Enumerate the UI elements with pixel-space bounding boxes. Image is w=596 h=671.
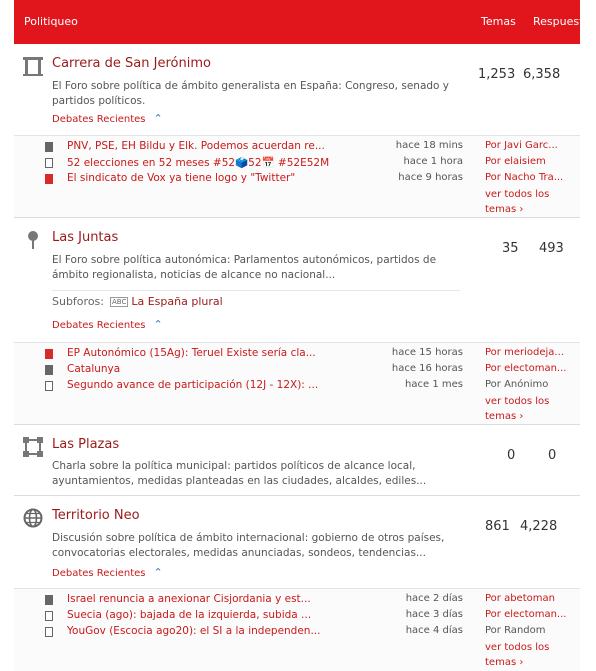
forum-description xyxy=(52,253,452,282)
thread-user[interactable]: Por electoman... xyxy=(485,609,567,620)
recent-threads xyxy=(14,342,580,424)
thread-title[interactable]: Segundo avance de participación (12J - 12X): ... xyxy=(67,379,319,391)
forum-description-line: Discusión sobre política de ámbito internacional: gobierno de otros países, xyxy=(52,532,445,544)
respuestas-count: 0 xyxy=(548,448,557,463)
document-icon xyxy=(45,595,53,605)
chevron-up-icon: ⌃ xyxy=(153,566,163,579)
forum-description-line: Charla sobre la política municipal: partidos políticos de alcance local, xyxy=(52,460,416,472)
forum-description xyxy=(52,531,452,560)
ver-todos-label: ver todos los xyxy=(485,396,550,407)
thread-user[interactable]: Por abetoman xyxy=(485,593,555,604)
temas-count: 1,253 xyxy=(478,67,516,82)
debates-recientes-toggle[interactable] xyxy=(52,566,163,579)
thread-user[interactable]: Por Javi Garc... xyxy=(485,140,558,151)
thread-title[interactable]: 52 elecciones en 52 meses #52🗳️52📅 #52E52M xyxy=(67,157,330,169)
forum-description xyxy=(52,459,452,488)
thread-user[interactable]: Por meriodeja... xyxy=(485,347,564,358)
thread-title[interactable]: YouGov (Escocia ago20): el SI a la independen... xyxy=(67,625,321,637)
thread-title[interactable]: Catalunya xyxy=(67,363,121,375)
column-temas: Temas xyxy=(481,15,516,28)
ver-todos-label: ver todos los xyxy=(485,642,550,653)
square-nodes-icon xyxy=(23,437,43,457)
ver-todos-link[interactable] xyxy=(485,394,549,424)
ver-todos-link[interactable] xyxy=(485,187,549,217)
building-icon xyxy=(23,56,43,76)
forum-title[interactable]: Territorio Neo xyxy=(52,508,140,523)
document-lines-icon xyxy=(45,627,53,637)
debates-label: Debates Recientes xyxy=(52,568,146,579)
document-red-icon xyxy=(45,349,53,359)
recent-threads xyxy=(14,588,580,671)
recent-threads xyxy=(14,135,580,217)
thread-user[interactable]: Por Nacho Tra... xyxy=(485,172,564,183)
chevron-up-icon: ⌃ xyxy=(153,318,163,331)
thread-time: hace 1 mes xyxy=(405,379,463,390)
thread-title[interactable]: Suecia (ago): bajada de la izquierda, subida ... xyxy=(67,609,312,621)
debates-recientes-toggle[interactable] xyxy=(52,318,163,331)
document-icon xyxy=(45,142,53,152)
forum-territorio-neo xyxy=(14,496,580,588)
document-icon xyxy=(45,365,53,375)
forum-juntas xyxy=(14,218,580,342)
ver-todos-link[interactable] xyxy=(485,640,549,670)
forum-description-line: ámbito regionalista, noticias de alcance no nacional... xyxy=(52,268,336,281)
category-header xyxy=(14,0,596,44)
forum-carrera xyxy=(14,44,580,135)
forum-description-line: partidos políticos. xyxy=(52,94,146,107)
thread-time: hace 15 horas xyxy=(391,347,463,358)
document-lines-icon xyxy=(45,381,53,391)
temas-count: 0 xyxy=(507,448,516,463)
thread-time: hace 3 días xyxy=(405,609,463,620)
thread-time: hace 2 días xyxy=(405,593,463,604)
category-title[interactable]: Politiqueo xyxy=(24,15,78,28)
subforos-label: Subforos: xyxy=(52,295,104,308)
globe-icon xyxy=(23,508,43,528)
forum-plazas xyxy=(14,425,580,495)
thread-time: hace 18 mins xyxy=(395,140,463,151)
debates-label: Debates Recientes xyxy=(52,320,146,331)
temas-label: temas › xyxy=(485,411,524,422)
thread-time: hace 16 horas xyxy=(391,363,463,374)
forum-description xyxy=(52,79,452,108)
thread-user[interactable]: Por elaisiem xyxy=(485,156,546,167)
forum-description-line: convocatorias electorales, medidas anunciadas, sondeos, tendencias... xyxy=(52,546,426,559)
forum-description-line: El Foro sobre política autonómica: Parlamentos autonómicos, partidos de xyxy=(52,254,437,266)
temas-count: 861 xyxy=(485,519,510,534)
thread-time: hace 1 hora xyxy=(403,156,463,167)
chevron-up-icon: ⌃ xyxy=(153,112,163,125)
column-respuestas: Respuestas xyxy=(533,15,596,28)
thread-title[interactable]: Israel renuncia a anexionar Cisjordania y est... xyxy=(67,593,311,605)
debates-recientes-toggle[interactable] xyxy=(52,112,163,125)
thread-title[interactable]: EP Autonómico (15Ag): Teruel Existe sería cla... xyxy=(67,347,316,359)
temas-count: 35 xyxy=(502,241,519,256)
document-red-icon xyxy=(45,174,53,184)
ver-todos-label: ver todos los xyxy=(485,189,550,200)
subforum-icon: ABC xyxy=(112,298,127,306)
pin-icon xyxy=(23,230,43,250)
temas-label: temas › xyxy=(485,657,524,668)
document-lines-icon xyxy=(45,158,53,168)
forum-title[interactable]: Las Plazas xyxy=(52,437,120,452)
thread-user[interactable]: Por Anónimo xyxy=(485,379,549,390)
thread-user[interactable]: Por Random xyxy=(485,625,546,636)
respuestas-count: 6,358 xyxy=(523,67,561,82)
thread-user[interactable]: Por electoman... xyxy=(485,363,567,374)
forum-description-line: El Foro sobre política de ámbito generalista en España: Congreso, senado y xyxy=(52,80,450,92)
thread-title[interactable]: PNV, PSE, EH Bildu y Elk. Podemos acuerdan re... xyxy=(67,140,325,152)
document-outline-icon xyxy=(45,611,53,621)
divider xyxy=(52,290,460,291)
respuestas-count: 493 xyxy=(539,241,564,256)
forum-title[interactable]: Carrera de San Jerónimo xyxy=(52,56,211,71)
respuestas-count: 4,228 xyxy=(520,519,558,534)
temas-label: temas › xyxy=(485,204,524,215)
forum-title[interactable]: Las Juntas xyxy=(52,230,119,245)
subforos xyxy=(52,295,223,308)
subforo-link[interactable]: La España plural xyxy=(131,295,223,308)
thread-time: hace 4 días xyxy=(405,625,463,636)
thread-time: hace 9 horas xyxy=(398,172,463,183)
debates-label: Debates Recientes xyxy=(52,114,146,125)
thread-title[interactable]: El sindicato de Vox ya tiene logo y "Twitter" xyxy=(67,172,296,184)
forum-description-line: ayuntamientos, medidas planteadas en las ciudades, alcaldes, ediles... xyxy=(52,474,427,487)
